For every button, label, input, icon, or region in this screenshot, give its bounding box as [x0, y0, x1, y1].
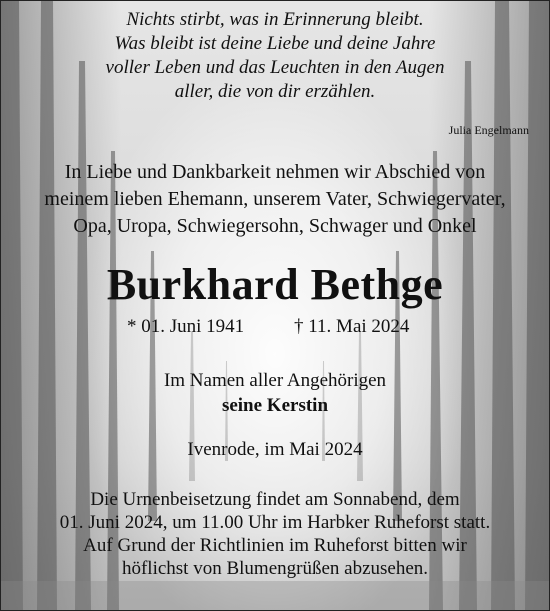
funeral-line: Auf Grund der Richtlinien im Ruheforst bitten wir	[83, 535, 467, 556]
funeral-line: 01. Juni 2024, um 11.00 Uhr im Harbker Ruheforst statt.	[59, 512, 491, 533]
funeral-information	[1, 488, 549, 580]
poem-line: Was bleibt ist deine Liebe und deine Jahre	[114, 33, 436, 54]
mourners	[1, 368, 549, 418]
intro-line: Opa, Uropa, Schwiegersohn, Schwager und Onkel	[73, 215, 477, 237]
poem-line: aller, die von dir erzählen.	[174, 81, 376, 102]
birth-date: * 01. Juni 1941	[127, 316, 245, 337]
intro-line: In Liebe und Dankbarkeit nehmen wir Abschied von	[64, 161, 486, 183]
mourner-name: seine Kerstin	[221, 395, 329, 416]
deceased-name: Burkhard Bethge	[106, 260, 444, 309]
poem-line: Nichts stirbt, was in Erinnerung bleibt.	[126, 9, 424, 30]
poem-line: voller Leben und das Leuchten in den Augen	[105, 57, 445, 78]
funeral-line: Die Urnenbeisetzung findet am Sonnabend, dem	[90, 489, 460, 510]
death-date: † 11. Mai 2024	[294, 316, 410, 337]
poem-author: Julia Engelmann	[448, 123, 529, 137]
place-and-date: Ivenrode, im Mai 2024	[187, 439, 363, 460]
poem-quote	[1, 8, 549, 104]
farewell-intro	[1, 159, 549, 240]
intro-line: meinem lieben Ehemann, unserem Vater, Schwiegervater,	[44, 188, 506, 210]
funeral-line: höflichst von Blumengrüßen abzusehen.	[121, 558, 429, 579]
mourners-intro: Im Namen aller Angehörigen	[163, 370, 387, 391]
